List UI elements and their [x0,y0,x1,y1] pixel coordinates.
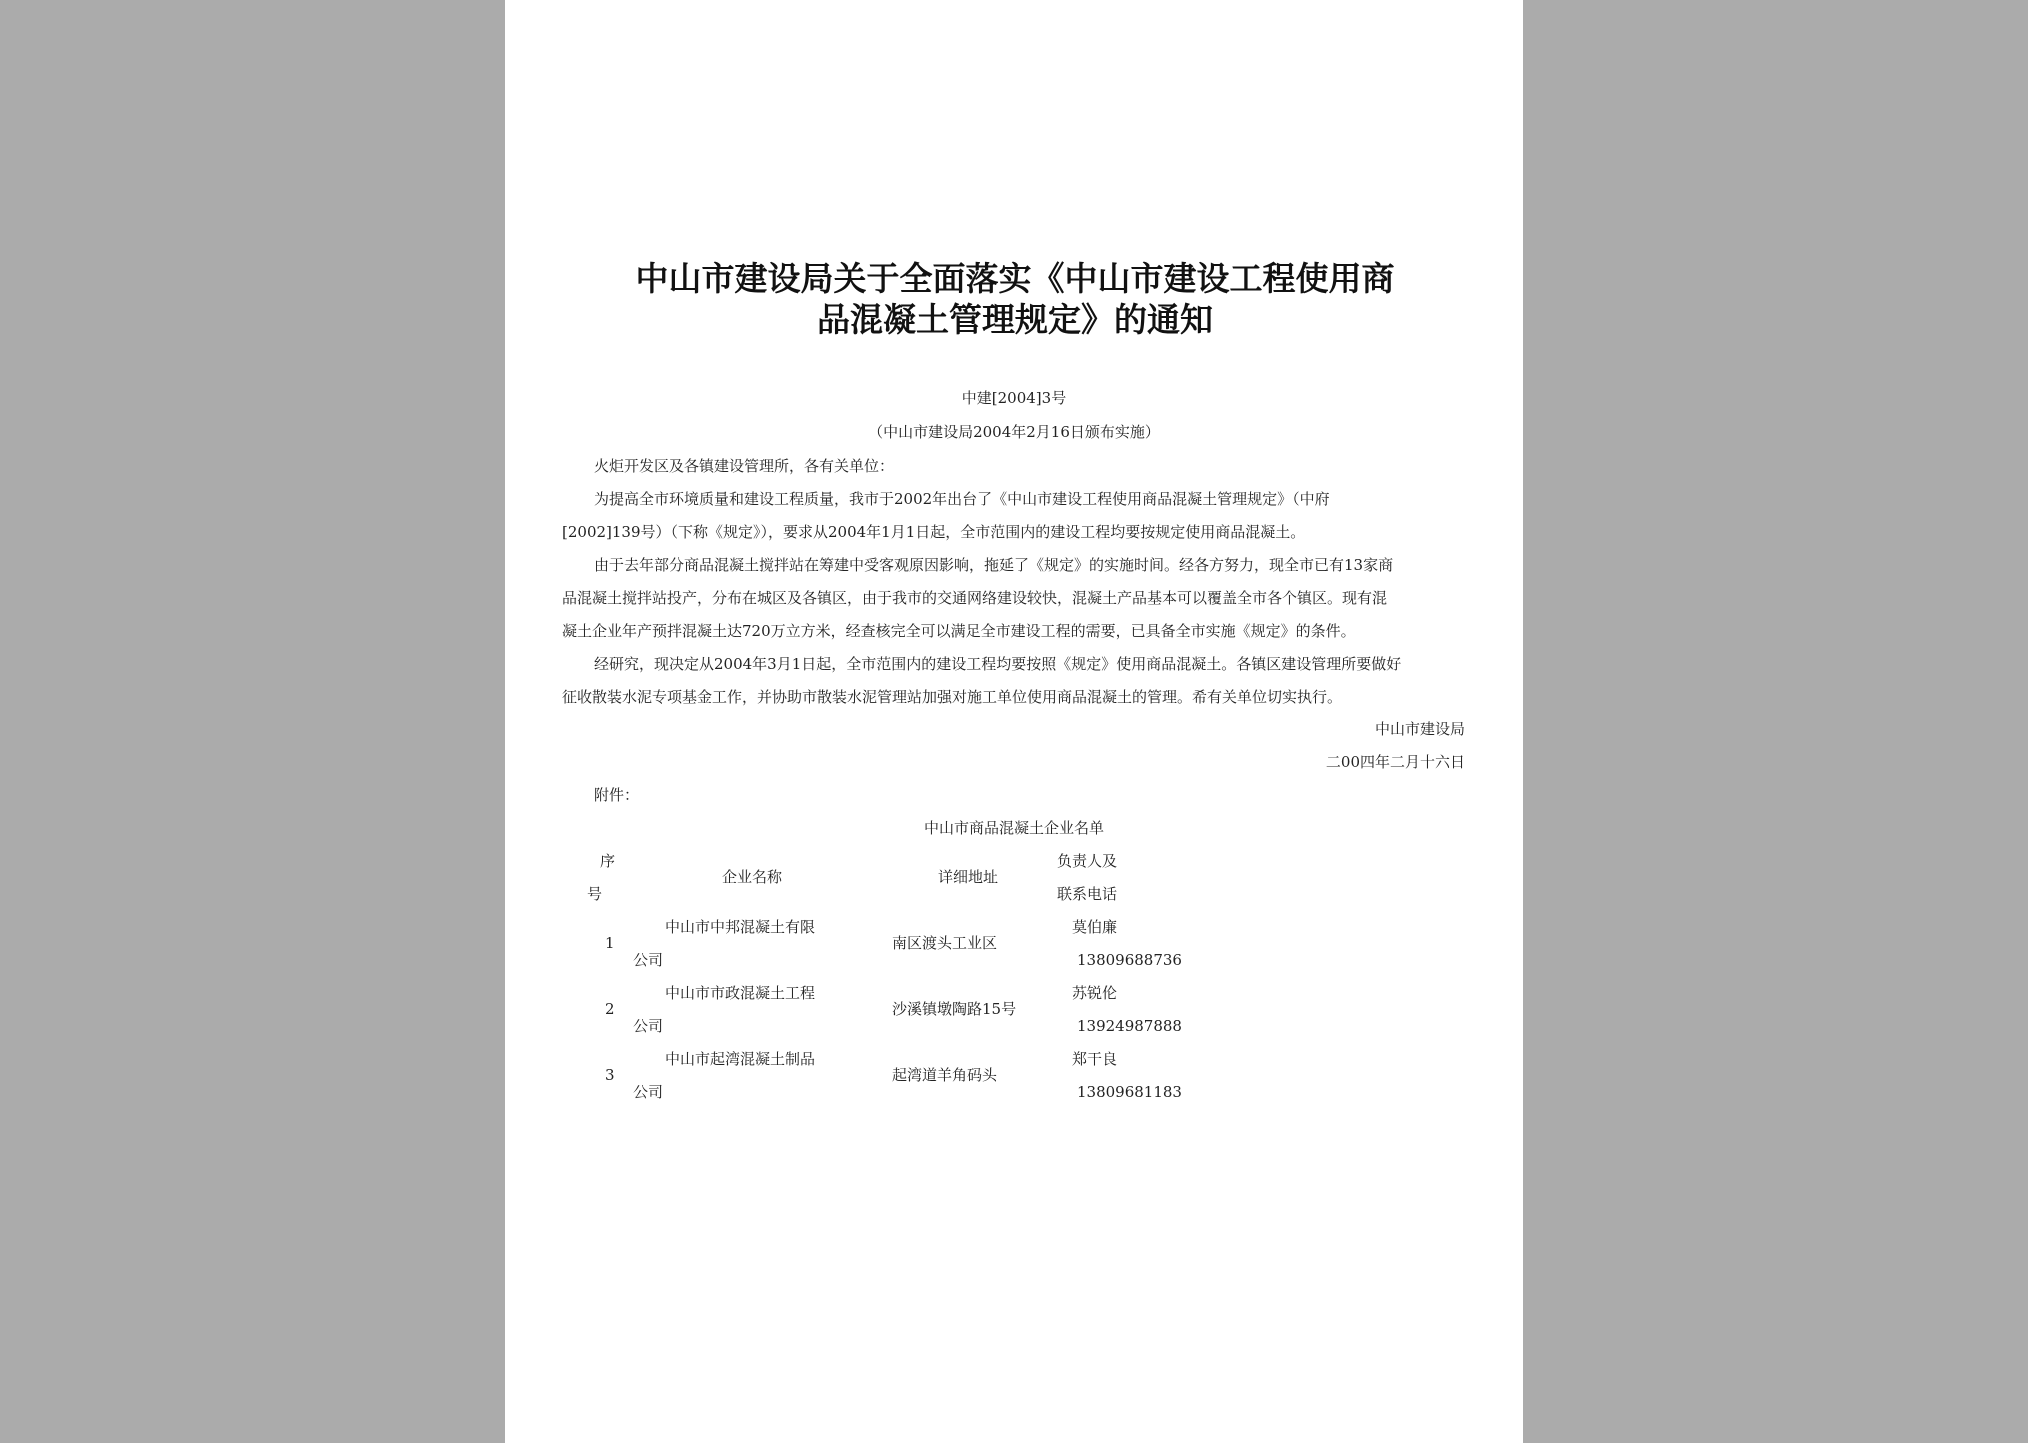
paragraph-3-line-1: 经研究，现决定从2004年3月1日起，全市范围内的建设工程均要按照《规定》使用商品混凝土。各镇区建设管理所要做好 [594,655,1402,673]
header-address: 详细地址 [938,868,999,886]
row-company-name-line-2: 公司 [633,1083,664,1101]
document-title [565,258,1465,340]
paragraph-2-line-3: 凝土企业年产预拌混凝土达720万立方米，经查核完全可以满足全市建设工程的需要，已具备全市实施《规定》的条件。 [562,622,1356,640]
row-address: 沙溪镇墩陶路15号 [892,1000,1017,1018]
paragraph-2-line-2: 品混凝土搅拌站投产，分布在城区及各镇区，由于我市的交通网络建设较快，混凝土产品基本可以覆盖全市各个镇区。现有混 [562,589,1388,607]
row-phone: 13809681183 [1077,1083,1182,1101]
row-phone: 13809688736 [1077,951,1182,969]
paragraph-1-line-2: [2002]139号）（下称《规定》），要求从2004年1月1日起，全市范围内的建设工程均要按规定使用商品混凝土。 [562,523,1306,541]
header-seq-bottom: 号 [587,885,603,903]
document-number: 中建[2004]3号 [961,389,1067,407]
row-seq: 2 [605,1000,615,1018]
paragraph-3-line-2: 征收散装水泥专项基金工作，并协助市散装水泥管理站加强对施工单位使用商品混凝土的管理。希有关单位切实执行。 [562,688,1343,706]
paragraph-2-line-1: 由于去年部分商品混凝土搅拌站在筹建中受客观原因影响，拖延了《规定》的实施时间。经各方努力，现全市已有13家商 [594,556,1394,574]
title-line-2: 品混凝土管理规定》的通知 [817,300,1213,339]
header-seq-top: 序 [600,852,616,870]
addressee: 火炬开发区及各镇建设管理所，各有关单位： [594,457,895,475]
title-line-1: 中山市建设局关于全面落实《中山市建设工程使用商 [635,259,1395,298]
row-seq: 3 [605,1066,615,1084]
row-company-name-line-1: 中山市中邦混凝土有限 [665,918,816,936]
row-address: 起湾道羊角码头 [892,1066,998,1084]
row-company-name-line-1: 中山市起湾混凝土制品 [665,1050,816,1068]
row-address: 南区渡头工业区 [892,934,998,952]
row-company-name-line-2: 公司 [633,951,664,969]
document-page: 中山市建设局关于全面落实《中山市建设工程使用商 品混凝土管理规定》的通知 中建[2004]3号 （中山市建设局2004年2月16日颁布实施） 火炬开发区及各镇建设管理所，各有关单位： 为提高全市环境质量和建设工程质量，我市于2002年出台了《中山市建设工程使用商品混凝土管理规定》（中府 [2002]139号）（下称《规定》），要求从2004年1月1日起，全市范围内的建设工程均要按规定使用商品混凝土。 由于去年部分商品混凝土搅拌站在筹建中受客观原因影响，拖延了《规定》的实施时间。经各方努力，现全市已有13家商 品混凝土搅拌站投产，分布在城区及各镇区，由于我市的交通网络建设较快，混凝土产品基本可以覆盖全市各个镇区。现有混 凝土企业年产预拌混凝土达720万立方米，经查核完全可以满足全市建设工程的需要，已具备全市实施《规定》的条件。 经研究，现决定从2004年3月1日起，全市范围内的建设工程均要按照《规定》使用商品混凝土。各镇区建设管理所要做好 征收散装水泥专项基金工作，并协助市散装水泥管理站加强对施工单位使用商品混凝土的管理。希有关单位切实执行。 中山市建设局 二00四年二月十六日 附件： 中山市商品混凝土企业名单 序 号 企业名称 详细地址 负责人及 联系电话 1 中山市中邦混凝土有限 公司 南区渡头工业区 莫伯廉 13809688736 2 中山市市政混凝土工程 公司 沙溪镇墩陶路15号 苏锐伦 13924987888 3 中山市起湾混凝土制品 公司 起湾道羊角码头 郑干良 13809681183 [505,0,1523,1443]
signature: 中山市建设局 [1374,720,1465,738]
header-company-name: 企业名称 [722,868,783,886]
row-phone: 13924987888 [1077,1017,1182,1035]
header-contact-bottom: 联系电话 [1057,885,1118,903]
issue-note: （中山市建设局2004年2月16日颁布实施） [868,423,1160,441]
header-contact-top: 负责人及 [1057,852,1118,870]
table-title: 中山市商品混凝土企业名单 [923,819,1104,837]
paragraph-1-line-1: 为提高全市环境质量和建设工程质量，我市于2002年出台了《中山市建设工程使用商品混凝土管理规定》（中府 [594,490,1330,508]
document-date: 二00四年二月十六日 [1325,753,1465,771]
row-seq: 1 [605,934,615,952]
row-company-name-line-1: 中山市市政混凝土工程 [665,984,816,1002]
attachment-label: 附件： [594,786,640,804]
row-company-name-line-2: 公司 [633,1017,664,1035]
